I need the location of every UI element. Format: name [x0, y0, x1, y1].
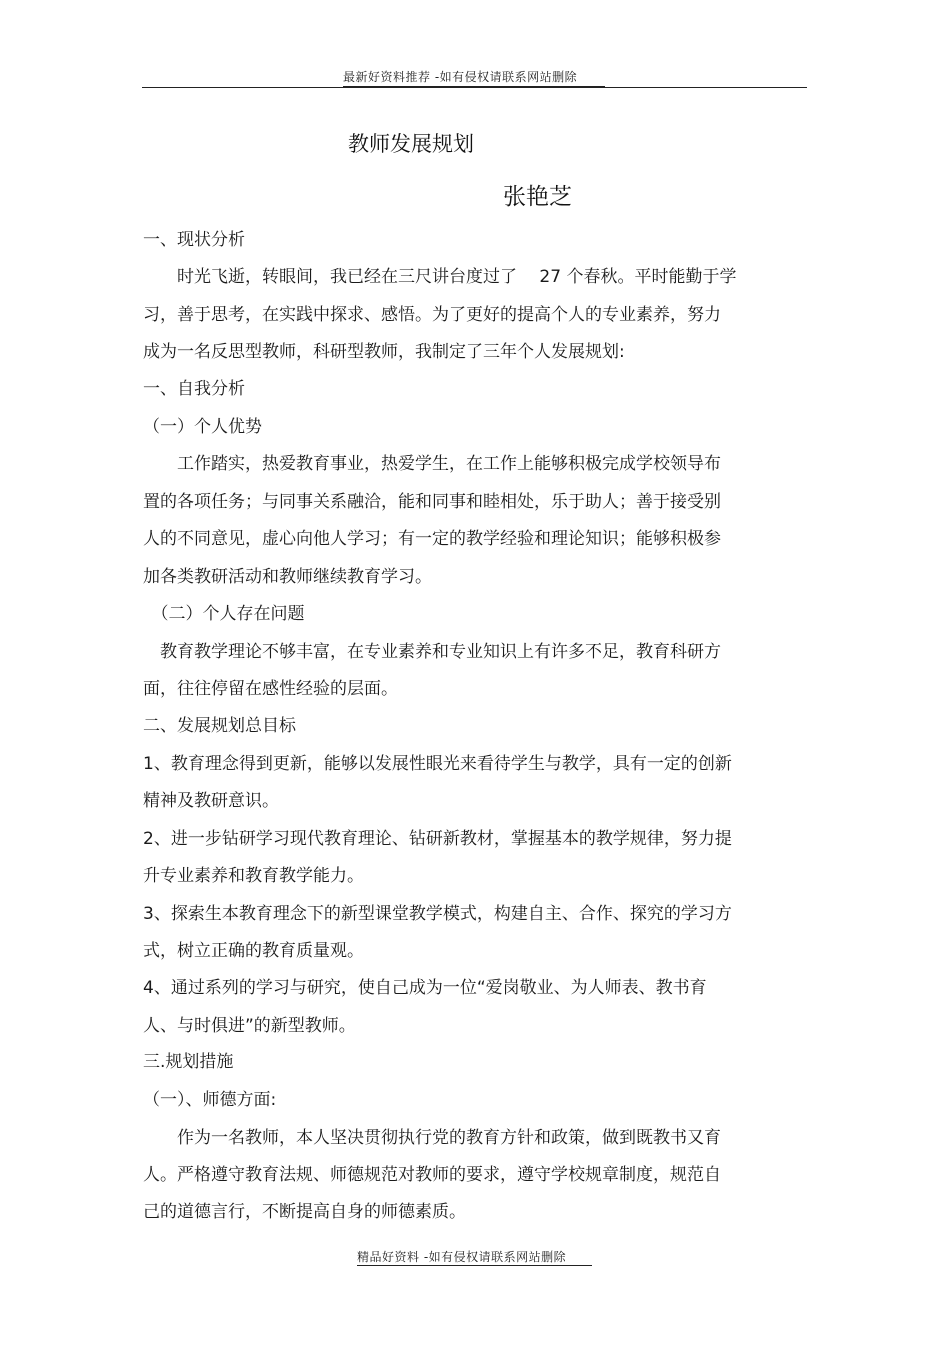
section-heading: 三.规划措施 [143, 1052, 234, 1072]
paragraph-line: 升专业素养和教育教学能力。 [143, 866, 364, 886]
subsection-heading: （一）、师德方面: [143, 1090, 277, 1110]
paragraph-line: 作为一名教师，本人坚决贯彻执行党的教育方针和政策，做到既教书又育 [143, 1128, 721, 1148]
page-footer: 精品好资料 -如有侵权请联系网站删除 [357, 1250, 567, 1264]
paragraph-line: 人的不同意见，虚心向他人学习；有一定的教学经验和理论知识；能够积极参 [143, 529, 721, 549]
footer-underline [357, 1265, 592, 1266]
paragraph-line: 人。严格遵守教育法规、师德规范对教师的要求，遵守学校规章制度，规范自 [143, 1165, 721, 1185]
paragraph-line: 加各类教研活动和教师继续教育学习。 [143, 567, 432, 587]
paragraph-line: 精神及教研意识。 [143, 791, 279, 811]
paragraph-line: 习，善于思考，在实践中探求、感悟。为了更好的提高个人的专业素养，努力 [143, 305, 721, 325]
goal-item: 4、通过系列的学习与研究，使自己成为一位“爱岗敬业、为人师表、教书育 [143, 978, 707, 998]
section-heading: 一、自我分析 [143, 379, 245, 399]
paragraph-line: 面，往往停留在感性经验的层面。 [143, 679, 398, 699]
paragraph-line: 置的各项任务；与同事关系融洽，能和同事和睦相处，乐于助人；善于接受别 [143, 492, 721, 512]
paragraph-line: 己的道德言行，不断提高自身的师德素质。 [143, 1202, 466, 1222]
section-heading: 二、发展规划总目标 [143, 716, 296, 736]
subsection-heading: （二）个人存在问题 [143, 604, 305, 624]
author-name: 张艳芝 [503, 184, 572, 210]
paragraph-line: 成为一名反思型教师，科研型教师，我制定了三年个人发展规划: [143, 342, 625, 362]
paragraph-line: 人、与时俱进”的新型教师。 [143, 1016, 356, 1036]
goal-item: 1、教育理念得到更新，能够以发展性眼光来看待学生与教学，具有一定的创新 [143, 754, 732, 774]
goal-item: 3、探索生本教育理念下的新型课堂教学模式，构建自主、合作、探究的学习方 [143, 904, 732, 924]
paragraph-line: 式，树立正确的教育质量观。 [143, 941, 364, 961]
header-rule [142, 87, 807, 88]
goal-item: 2、进一步钻研学习现代教育理论、钻研新教材，掌握基本的教学规律，努力提 [143, 829, 732, 849]
paragraph-line: 教育教学理论不够丰富，在专业素养和专业知识上有许多不足，教育科研方 [143, 642, 721, 662]
document-title: 教师发展规划 [348, 132, 474, 156]
paragraph-line: 工作踏实，热爱教育事业，热爱学生，在工作上能够积极完成学校领导布 [143, 454, 721, 474]
section-heading: 一、现状分析 [143, 230, 245, 250]
paragraph-line: 时光飞逝，转眼间，我已经在三尺讲台度过了 27 个春秋。平时能勤于学 [143, 267, 737, 287]
page-header: 最新好资料推荐 -如有侵权请联系网站删除 [343, 70, 578, 84]
subsection-heading: （一）个人优势 [143, 417, 262, 437]
